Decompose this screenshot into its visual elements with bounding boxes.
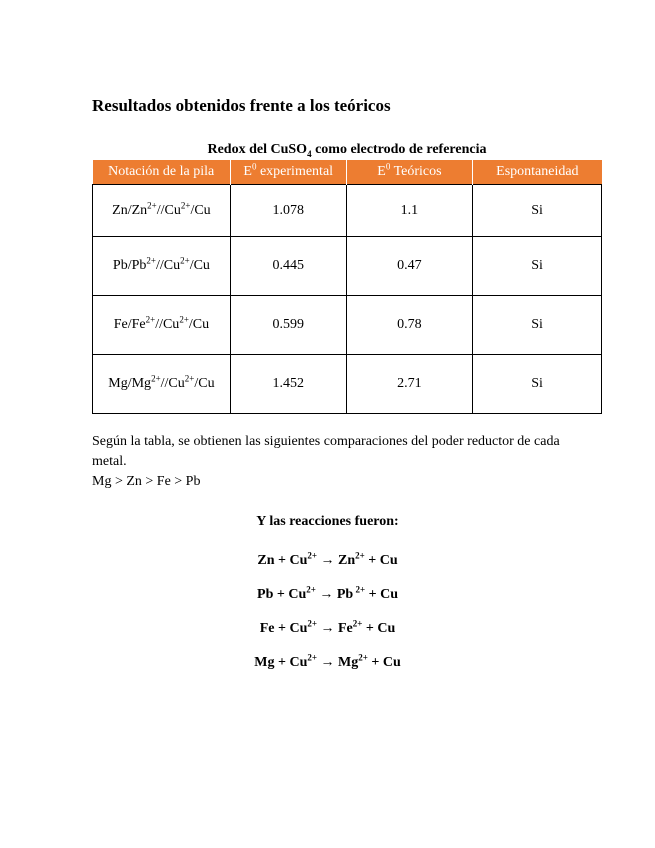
cell-experimental: 1.452 xyxy=(230,355,346,414)
header-experimental: $E^0$ experimental xyxy=(230,160,346,185)
comparison-text: Según la tabla, se obtienen las siguientes comparaciones del poder reductor de cada metal. xyxy=(92,434,560,469)
cell-notation: $Fe/Fe^{2+}//Cu^{2+}/Cu$ xyxy=(93,296,231,355)
section-heading: Resultados obtenidos frente a los teóricos xyxy=(92,96,391,115)
cell-spontaneity: Si xyxy=(473,185,602,237)
cell-notation: $Pb/Pb^{2+}//Cu^{2+}/Cu$ xyxy=(93,237,231,296)
cell-theoretical: 2.71 xyxy=(346,355,473,414)
reducing-power-order: Mg > Zn > Fe > Pb xyxy=(92,474,201,489)
caption-prefix: Redox del CuSO xyxy=(207,142,308,157)
cell-experimental: 0.445 xyxy=(230,237,346,296)
cell-notation: $Mg/Mg^{2+}//Cu^{2+}/Cu$ xyxy=(93,355,231,414)
header-notation: Notación de la pila xyxy=(93,160,231,185)
caption-subscript: 4 xyxy=(307,148,312,159)
cell-experimental: 0.599 xyxy=(230,296,346,355)
table-row xyxy=(93,237,602,296)
cell-theoretical: 1.1 xyxy=(346,185,473,237)
cell-notation: $Zn/Zn^{2+}//Cu^{2+}/Cu$ xyxy=(93,185,231,237)
cell-spontaneity: Si xyxy=(473,296,602,355)
comparison-paragraph xyxy=(92,432,592,492)
header-spontaneity: Espontaneidad xyxy=(473,160,602,185)
cell-theoretical: 0.78 xyxy=(346,296,473,355)
cell-spontaneity: Si xyxy=(473,355,602,414)
header-theoretical: $E^0$ Teóricos xyxy=(346,160,473,185)
table-header-row xyxy=(93,160,602,185)
table-row xyxy=(93,296,602,355)
caption-suffix: como electrodo de referencia xyxy=(311,142,487,157)
reaction-pb: $Pb + Cu^{2+} \to Pb$ $^{2+}$ + Cu xyxy=(257,584,398,602)
results-table xyxy=(92,160,602,414)
cell-theoretical: 0.47 xyxy=(346,237,473,296)
table-row xyxy=(93,185,602,237)
table-caption xyxy=(92,142,602,159)
cell-spontaneity: Si xyxy=(473,237,602,296)
cell-experimental: 1.078 xyxy=(230,185,346,237)
reaction-zn: $Zn + Cu^{2+} \to Zn^{2+} + Cu$ xyxy=(257,550,398,568)
table-row xyxy=(93,355,602,414)
reactions-title: Y las reacciones fueron: xyxy=(256,514,399,529)
reaction-mg: $Mg + Cu^{2+} \to Mg^{2+} + Cu$ xyxy=(254,652,401,670)
reaction-fe: $Fe + Cu^{2+} \to Fe^{2+} + Cu$ xyxy=(259,618,396,636)
